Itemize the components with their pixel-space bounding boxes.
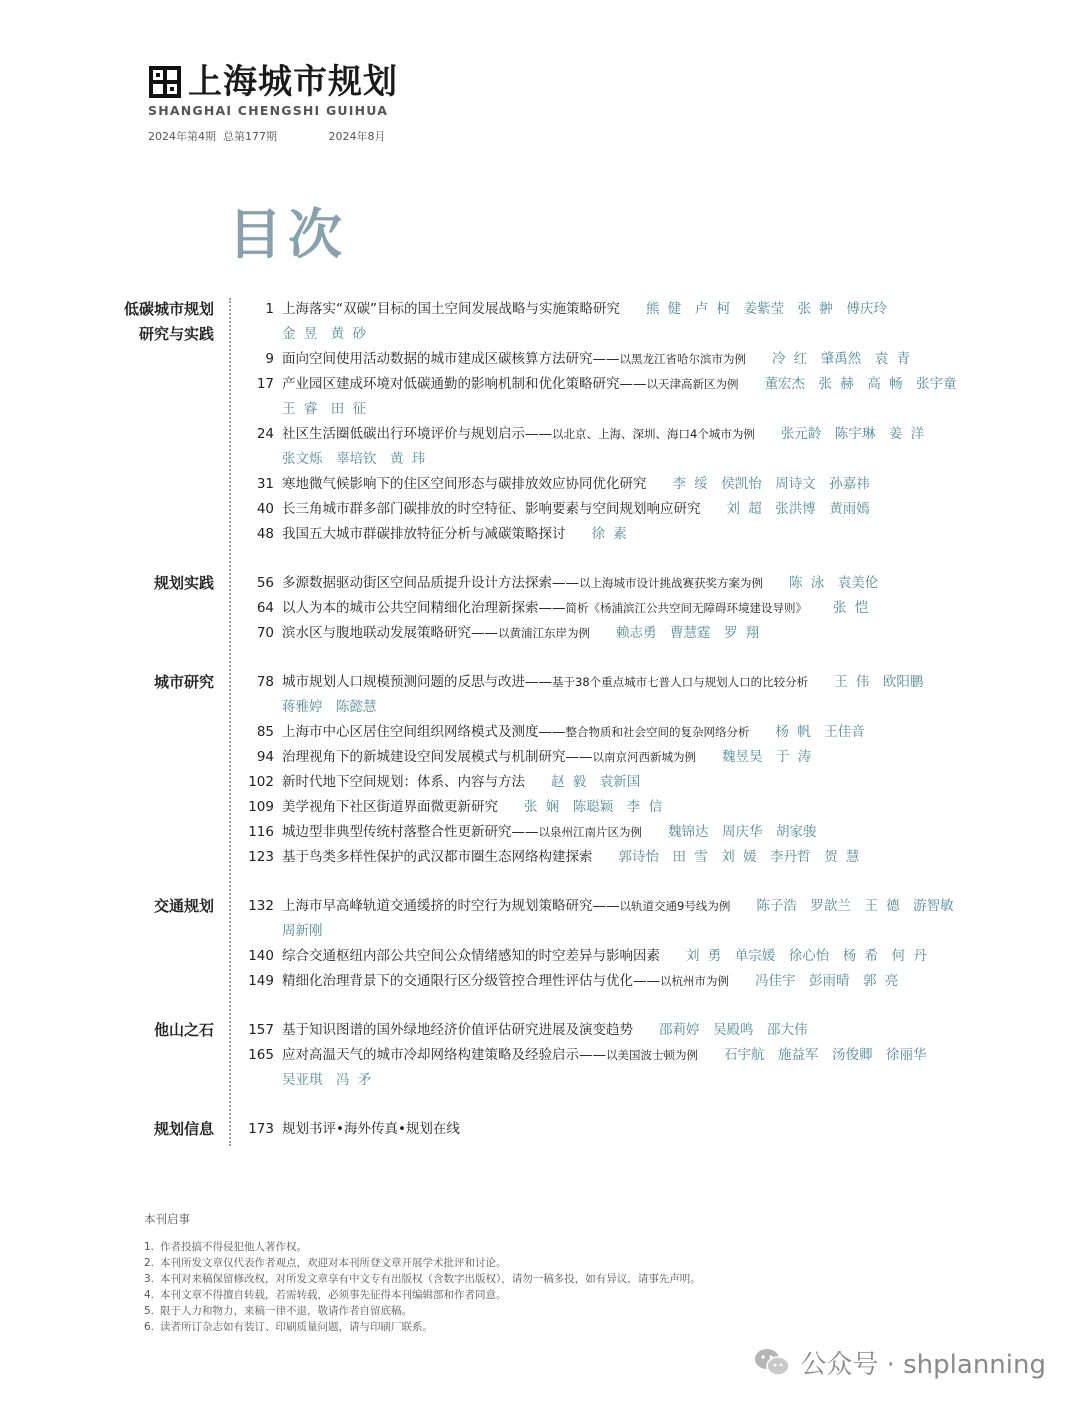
entry-title-line xyxy=(282,596,1050,621)
article-title: 精细化治理背景下的交通限行区分级管控合理性评估与优化—— xyxy=(282,973,660,989)
entry-title-line xyxy=(282,621,1050,646)
page-number: 56 xyxy=(256,575,274,591)
notice-item-text: 读者所订杂志如有装订、印刷质量问题，请与印刷厂联系。 xyxy=(160,1321,433,1333)
toc-heading: 目次 xyxy=(228,203,348,266)
notice-item-text: 作者投搞不得侵犯他人著作权。 xyxy=(160,1241,307,1253)
page-number: 165 xyxy=(248,1047,274,1063)
toc-entry[interactable] xyxy=(0,571,1080,596)
article-subtitle: 以上海城市设计挑战赛获奖方案为例 xyxy=(579,576,763,590)
article-title: 上海市早高峰轨道交通缓挤的时空行为规划策略研究—— xyxy=(282,898,620,914)
notice-item-number: 1. xyxy=(144,1241,155,1253)
article-authors: 邵莉婷 吴殿鸣 邵大伟 xyxy=(659,1022,808,1038)
masthead xyxy=(148,62,398,144)
entry-title-line xyxy=(282,571,1050,596)
toc-entry[interactable] xyxy=(0,347,1080,372)
entry-title-line xyxy=(282,297,1050,322)
entry-title-line xyxy=(282,720,1050,745)
article-title: 城市规划人口规模预测问题的反思与改进—— xyxy=(282,674,552,690)
toc-section xyxy=(0,1018,1080,1093)
entry-title-line xyxy=(282,795,1050,820)
page-number: 109 xyxy=(248,799,274,815)
page-number: 123 xyxy=(248,849,274,865)
entry-title-line xyxy=(282,745,1050,770)
entry-title-line xyxy=(282,820,1050,845)
page-number: 132 xyxy=(248,898,274,914)
section-label: 低碳城市规划 研究与实践 xyxy=(123,300,214,343)
article-subtitle: 以美国波士顿为例 xyxy=(606,1048,698,1062)
notice-item xyxy=(144,1319,701,1335)
entry-title-line xyxy=(282,845,1050,870)
notice-item-number: 5. xyxy=(144,1305,155,1317)
article-authors-continued: 周新刚 xyxy=(282,923,323,939)
article-subtitle: 以天津高新区为例 xyxy=(646,377,739,391)
article-title: 上海落实“双碳”目标的国土空间发展战略与实施策略研究 xyxy=(282,301,620,317)
entry-title-line xyxy=(282,422,1050,447)
article-authors: 冷 红 肇禹然 袁 青 xyxy=(772,351,911,367)
article-title: 应对高温天气的城市冷却网络构建策略及经验启示—— xyxy=(282,1047,606,1063)
notice-item xyxy=(144,1255,701,1271)
entry-title-line xyxy=(282,372,1050,397)
issue-date: 2024年8月 xyxy=(328,130,386,143)
page-number: 17 xyxy=(256,376,274,392)
toc-entry[interactable] xyxy=(0,1117,1080,1142)
article-authors: 徐 素 xyxy=(591,526,627,542)
toc-entry[interactable] xyxy=(0,472,1080,497)
page-number: 149 xyxy=(248,973,274,989)
article-title: 产业园区建成环境对低碳通勤的影响机制和优化策略研究—— xyxy=(282,376,647,392)
article-authors: 杨 帆 王佳音 xyxy=(775,724,865,740)
toc-entry[interactable] xyxy=(0,422,1080,472)
article-subtitle: 以南京河西新城为例 xyxy=(592,750,696,764)
page-number: 94 xyxy=(256,749,274,765)
toc-entry[interactable] xyxy=(0,1043,1080,1093)
wechat-icon xyxy=(754,1347,790,1379)
entry-title-line xyxy=(282,472,1050,497)
article-title: 综合交通枢纽内部公共空间公众情绪感知的时空差异与影响因素 xyxy=(282,948,660,964)
page-number: 1 xyxy=(265,301,274,317)
magazine-title: 上海城市规划 xyxy=(188,62,398,102)
article-authors-continued: 吴亚琪 冯 矛 xyxy=(282,1072,372,1088)
article-title: 面向空间使用活动数据的城市建成区碳核算方法研究—— xyxy=(282,351,620,367)
entry-title-line xyxy=(282,1043,1050,1068)
toc-entry[interactable] xyxy=(0,297,1080,347)
article-subtitle: 以杭州市为例 xyxy=(660,974,729,988)
entry-title-line xyxy=(282,944,1050,969)
article-authors: 张元龄 陈宇琳 姜 洋 xyxy=(780,426,925,442)
wechat-watermark xyxy=(754,1344,1046,1381)
article-title: 长三角城市群多部门碳排放的时空特征、影响要素与空间规划响应研究 xyxy=(282,501,701,517)
article-authors-continued: 蒋雅婷 陈懿慧 xyxy=(282,699,377,715)
entry-title-line xyxy=(282,347,1050,372)
article-subtitle: 以黑龙江省哈尔滨市为例 xyxy=(619,352,746,366)
logo-row xyxy=(148,62,398,102)
article-title: 城边型非典型传统村落整合性更新研究—— xyxy=(282,824,539,840)
issue-info xyxy=(148,128,398,144)
article-subtitle: 整合物质和社会空间的复杂网络分析 xyxy=(565,725,750,739)
page-number: 78 xyxy=(256,674,274,690)
toc-entry[interactable] xyxy=(0,820,1080,845)
notice-item xyxy=(144,1239,701,1255)
article-authors: 李 绥 侯凯怡 周诗文 孙嘉祎 xyxy=(672,476,870,492)
article-authors-continued: 张文烁 辜培钦 黄 玮 xyxy=(282,451,426,467)
toc-entry[interactable] xyxy=(0,621,1080,646)
article-title: 上海市中心区居住空间组织网络模式及测度—— xyxy=(282,724,566,740)
notice-item-number: 2. xyxy=(144,1257,155,1269)
notice-item-text: 本刊文章不得擅自转载，若需转载，必须事先征得本刊编辑部和作者同意。 xyxy=(160,1289,507,1301)
article-authors: 董宏杰 张 赫 高 畅 张宇童 xyxy=(764,376,957,392)
entry-title-line xyxy=(282,969,1050,994)
notice-item-text: 本刊所发文章仅代表作者观点，欢迎对本刊所登文章开展学术批评和讨论。 xyxy=(160,1257,507,1269)
toc-entry[interactable] xyxy=(0,795,1080,820)
toc-entry[interactable] xyxy=(0,894,1080,944)
article-authors: 魏昱昊 于 涛 xyxy=(722,749,812,765)
page-number: 48 xyxy=(256,526,274,542)
page-number: 85 xyxy=(256,724,274,740)
toc-entry[interactable] xyxy=(0,670,1080,720)
article-title: 基于知识图谱的国外绿地经济价值评估研究进展及演变趋势 xyxy=(282,1022,633,1038)
magazine-logo-icon xyxy=(148,65,182,99)
notice-item xyxy=(144,1271,701,1287)
notice-item-number: 3. xyxy=(144,1273,155,1285)
article-authors: 冯佳宇 彭雨晴 郭 亮 xyxy=(755,973,899,989)
article-title: 以人为本的城市公共空间精细化治理新探索—— xyxy=(282,600,566,616)
toc-entry[interactable] xyxy=(0,522,1080,547)
page-number: 173 xyxy=(248,1121,274,1137)
toc-entry[interactable] xyxy=(0,969,1080,994)
toc-entry[interactable] xyxy=(0,770,1080,795)
article-authors: 陈 泳 袁美伦 xyxy=(789,575,879,591)
page-number: 64 xyxy=(256,600,274,616)
notice-item xyxy=(144,1303,701,1319)
toc-entry[interactable] xyxy=(0,944,1080,969)
section-label: 他山之石 xyxy=(153,1021,214,1039)
article-authors: 石宇航 施益军 汤俊卿 徐丽华 xyxy=(724,1047,927,1063)
article-authors: 张 恺 xyxy=(833,600,869,616)
article-subtitle: 基于38个重点城市七普人口与规划人口的比较分析 xyxy=(552,675,809,689)
toc-section xyxy=(0,894,1080,994)
notice-title: 本刊启事 xyxy=(144,1212,190,1226)
page-number: 157 xyxy=(248,1022,274,1038)
article-authors: 赖志勇 曹慧霆 罗 翔 xyxy=(616,625,760,641)
notice-item-text: 本刊对来稿保留修改权，对所发文章享有中文专有出版权（含数字出版权），请勿一稿多投，如有异议，请事先声明。 xyxy=(160,1273,701,1285)
toc-entry[interactable] xyxy=(0,497,1080,522)
article-authors: 刘 超 张洪博 黄雨嫣 xyxy=(726,501,870,517)
article-title: 我国五大城市群碳排放特征分析与减碳策略探讨 xyxy=(282,526,566,542)
article-authors: 王 伟 欧阳鹏 xyxy=(834,674,924,690)
notice-list xyxy=(144,1239,701,1335)
entry-title-line xyxy=(282,770,1050,795)
page-number: 116 xyxy=(248,824,274,840)
notice-item-number: 4. xyxy=(144,1289,155,1301)
article-authors-continued: 金 昱 黄 砂 xyxy=(282,326,367,342)
entry-title-line xyxy=(282,894,1050,919)
article-authors: 陈子浩 罗歆兰 王 德 游智敏 xyxy=(756,898,954,914)
article-title: 治理视角下的新城建设空间发展模式与机制研究—— xyxy=(282,749,593,765)
notice-block xyxy=(144,1211,701,1335)
article-title: 美学视角下社区街道界面微更新研究 xyxy=(282,799,498,815)
article-title: 多源数据驱动街区空间品质提升设计方法探索—— xyxy=(282,575,579,591)
article-authors-continued: 王 睿 田 征 xyxy=(282,401,367,417)
page-number: 9 xyxy=(265,351,274,367)
section-label: 规划实践 xyxy=(153,574,214,592)
toc-section xyxy=(0,1117,1080,1142)
article-subtitle: 以北京、上海、深圳、海口4个城市为例 xyxy=(552,427,755,441)
page-number: 102 xyxy=(248,774,274,790)
toc-entry[interactable] xyxy=(0,596,1080,621)
article-title: 基于鸟类多样性保护的武汉都市圈生态网络构建探索 xyxy=(282,849,593,865)
article-subtitle: 以黄浦江东岸为例 xyxy=(498,626,590,640)
article-title: 社区生活圈低碳出行环境评价与规划启示—— xyxy=(282,426,552,442)
toc-section xyxy=(0,670,1080,870)
entry-title-line xyxy=(282,1018,1050,1043)
page-number: 140 xyxy=(248,948,274,964)
entry-title-line xyxy=(282,1117,1050,1142)
article-authors: 熊 健 卢 柯 姜紫莹 张 翀 傅庆玲 xyxy=(646,301,887,317)
entry-title-line xyxy=(282,522,1050,547)
article-authors: 郭诗怡 田 雪 刘 媛 李丹哲 贺 慧 xyxy=(618,849,860,865)
toc-sections xyxy=(0,297,1080,1166)
section-label: 交通规划 xyxy=(153,897,214,915)
page-number: 24 xyxy=(256,426,274,442)
article-authors: 刘 勇 单宗媛 徐心怡 杨 希 何 丹 xyxy=(686,948,927,964)
wechat-account-text: 公众号 · shplanning xyxy=(800,1350,1046,1380)
article-subtitle: 以泉州江南片区为例 xyxy=(538,825,642,839)
toc-entry[interactable] xyxy=(0,745,1080,770)
toc-section xyxy=(0,297,1080,547)
article-title: 寒地微气候影响下的住区空间形态与碳排放效应协同优化研究 xyxy=(282,476,647,492)
entry-title-line xyxy=(282,670,1050,695)
entry-title-line xyxy=(282,497,1050,522)
issue-number: 2024年第4期 总第177期 xyxy=(148,130,277,143)
notice-item xyxy=(144,1287,701,1303)
section-label: 规划信息 xyxy=(153,1120,214,1138)
article-authors: 魏锦达 周庆华 胡家骏 xyxy=(668,824,817,840)
toc-entry[interactable] xyxy=(0,1018,1080,1043)
page-number: 31 xyxy=(256,476,274,492)
article-subtitle: 简析《杨浦滨江公共空间无障碍环境建设导则》 xyxy=(565,601,807,615)
article-title: 规划书评•海外传真•规划在线 xyxy=(282,1121,460,1137)
toc-section xyxy=(0,571,1080,646)
article-authors: 张 娴 陈聪颖 李 信 xyxy=(524,799,663,815)
section-label: 城市研究 xyxy=(153,673,214,691)
toc-entry[interactable] xyxy=(0,845,1080,870)
article-subtitle: 以轨道交通9号线为例 xyxy=(619,899,731,913)
notice-item-text: 限于人力和物力，来稿一律不退，敬请作者自留底稿。 xyxy=(160,1305,412,1317)
page-number: 70 xyxy=(256,625,274,641)
toc-entry[interactable] xyxy=(0,720,1080,745)
toc-entry[interactable] xyxy=(0,372,1080,422)
page-number: 40 xyxy=(256,501,274,517)
notice-item-number: 6. xyxy=(144,1321,155,1333)
magazine-pinyin: SHANGHAI CHENGSHI GUIHUA xyxy=(148,103,389,118)
article-title: 新时代地下空间规划：体系、内容与方法 xyxy=(282,774,525,790)
article-authors: 赵 毅 袁新国 xyxy=(551,774,641,790)
article-title: 滨水区与腹地联动发展策略研究—— xyxy=(282,625,498,641)
